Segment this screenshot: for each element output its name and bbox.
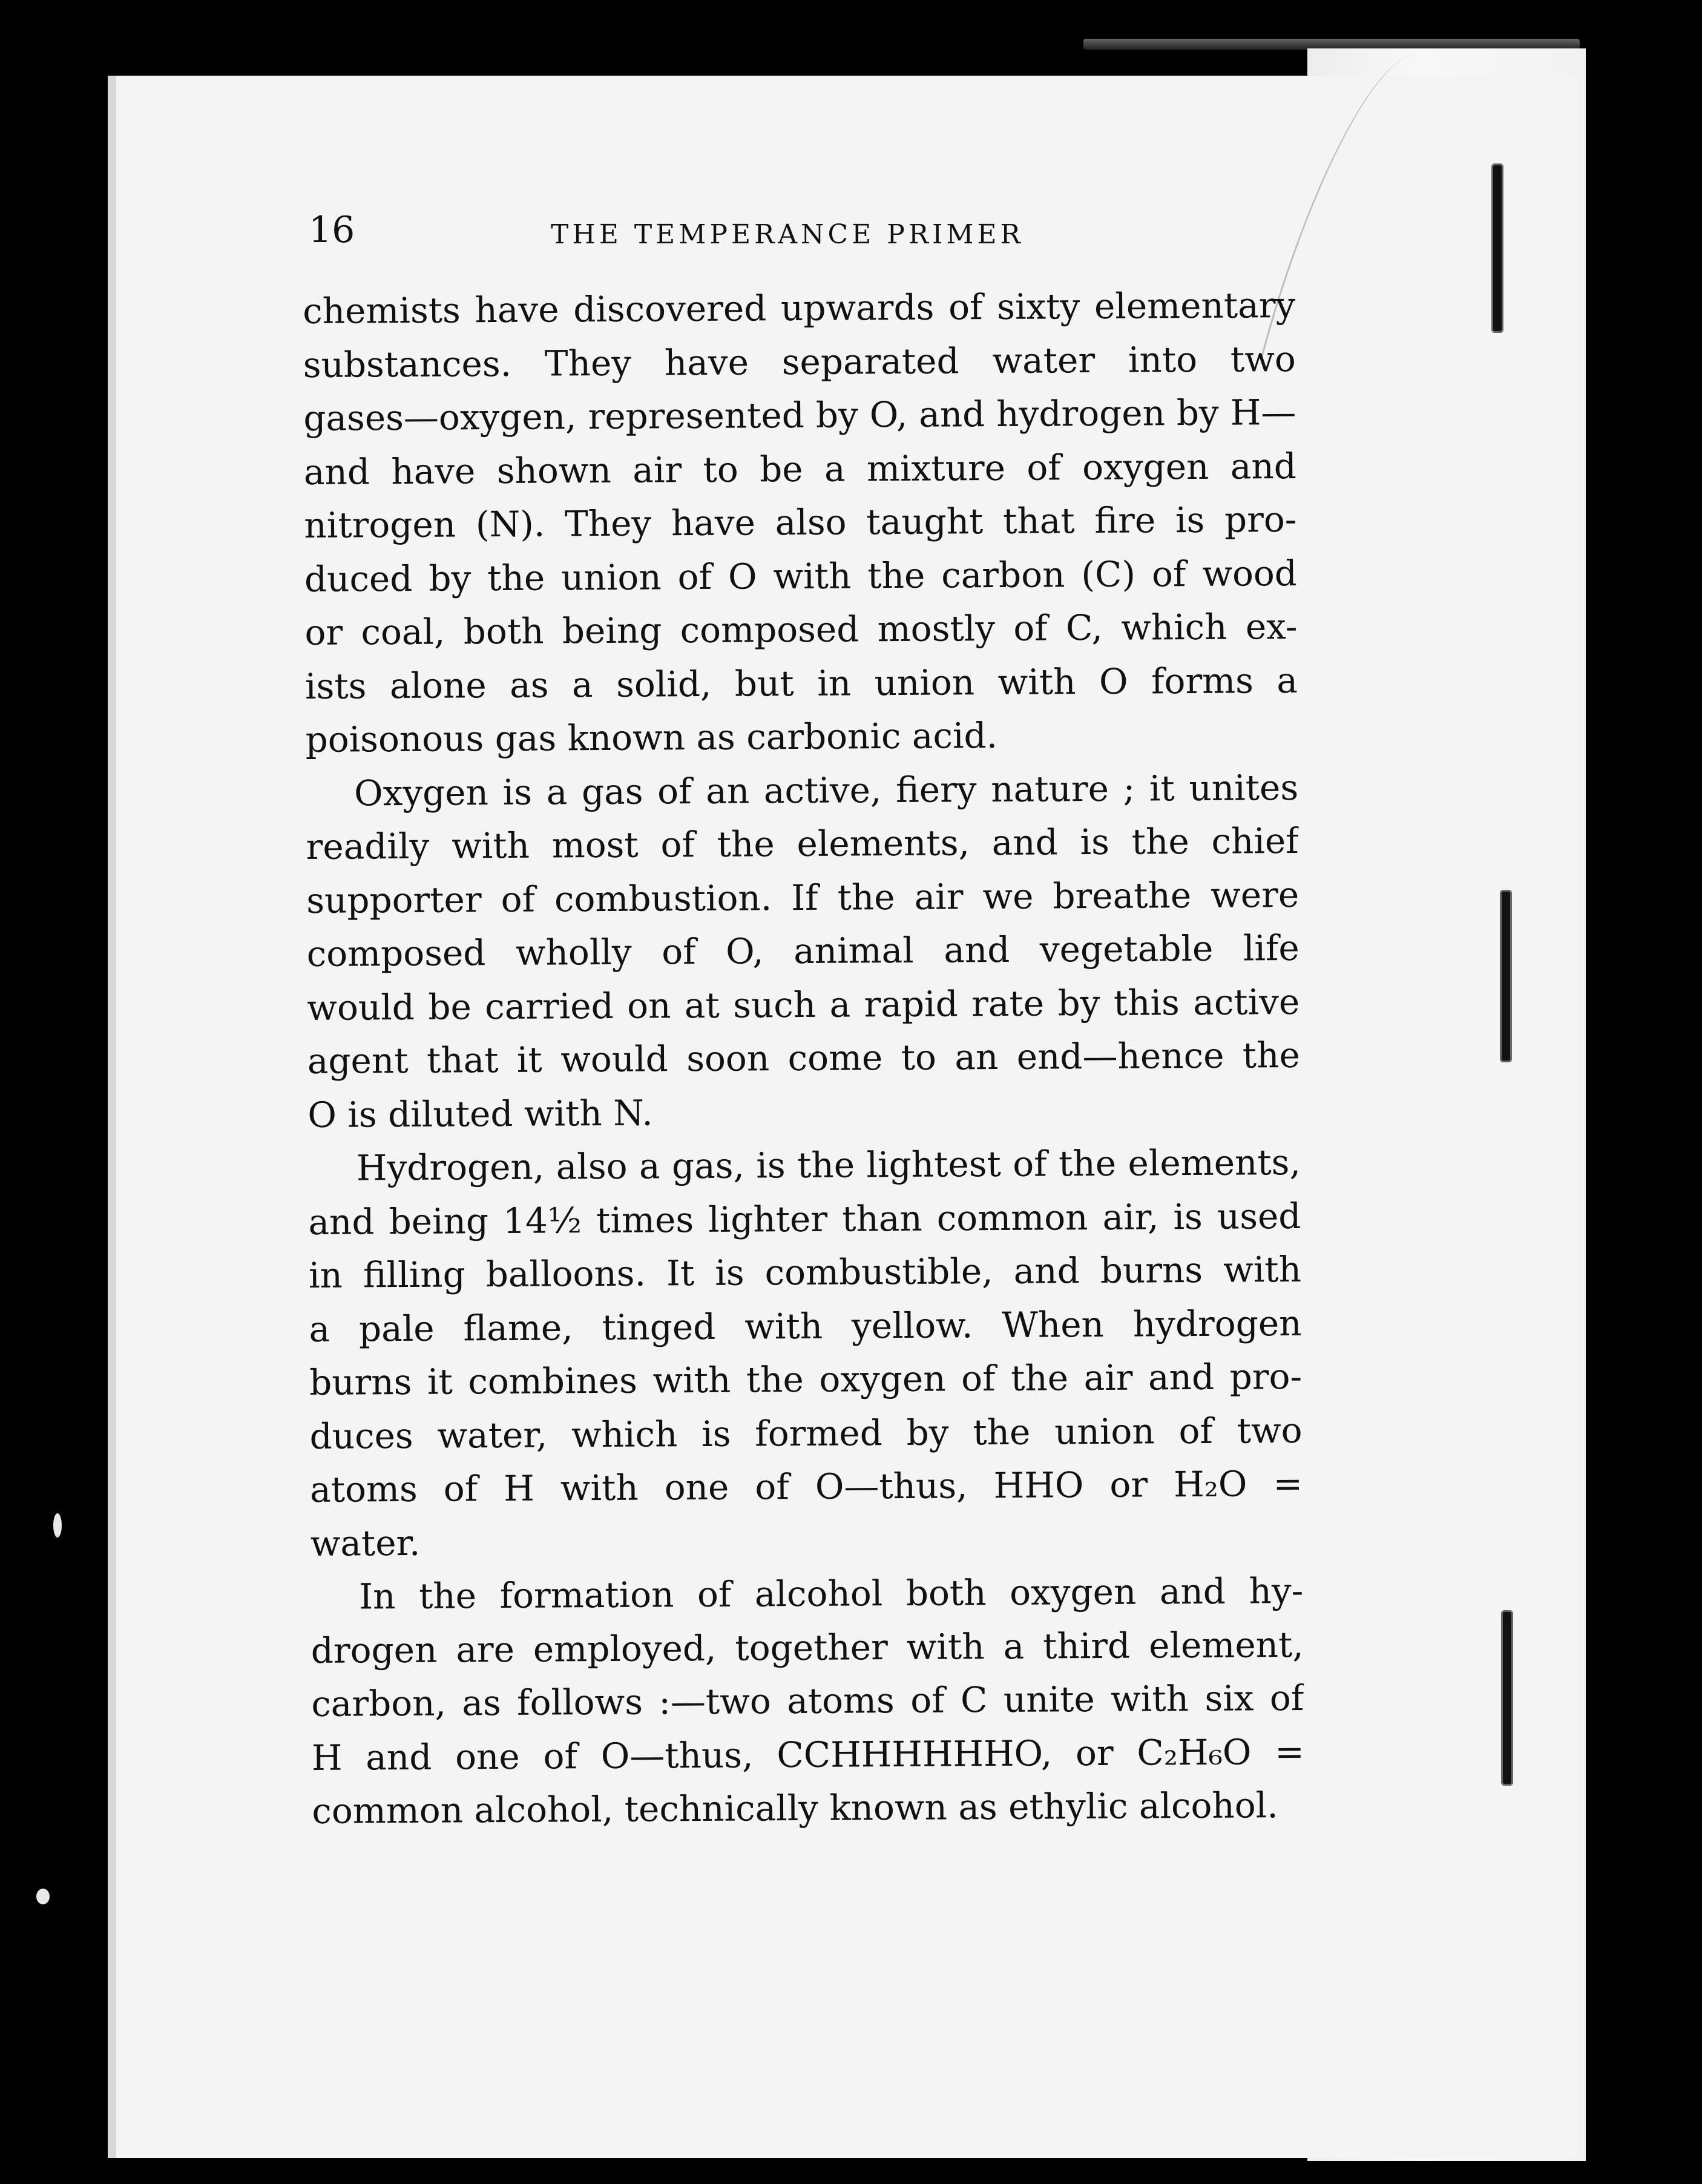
running-head: THE TEMPERANCE PRIMER [551, 219, 1024, 250]
text-line: duces water, which is formed by the union of two [309, 1409, 1303, 1457]
text-line: Oxygen is a gas of an active, fiery nature ; it unites [353, 766, 1299, 814]
text-line: burns it combines with the oxygen of the air and pro- [309, 1355, 1303, 1403]
dust-speck [36, 1889, 50, 1904]
text-line: supporter of combustion. If the air we breathe were [306, 873, 1300, 921]
text-line: drogen are employed, together with a third element, [310, 1623, 1304, 1671]
text-line: atoms of H with one of O—thus, HHO or H₂O = [309, 1462, 1303, 1510]
text-line: H and one of O—thus, CCHHHHHHO, or C₂H₆O = [311, 1731, 1305, 1778]
text-line: composed wholly of O, animal and vegetable life [306, 927, 1300, 975]
text-line: In the formation of alcohol both oxygen and hy- [359, 1570, 1304, 1617]
text-line: substances. They have separated water into two [303, 338, 1296, 386]
body-text [303, 278, 1305, 1858]
text-line: chemists have discovered upwards of sixty elementary [303, 284, 1296, 332]
paragraph [303, 278, 1298, 767]
paragraph [310, 1564, 1305, 1838]
page-header [309, 211, 1338, 259]
text-line: carbon, as follows :—two atoms of C unite with six of [311, 1677, 1304, 1725]
text-line: O is diluted with N. [307, 1091, 653, 1136]
paragraph [308, 1136, 1303, 1570]
text-line: or coal, both being composed mostly of C, which ex- [304, 605, 1298, 653]
text-line: duced by the union of O with the carbon (C) of wood [304, 552, 1298, 600]
text-line: would be carried on at such a rapid rate by this active [307, 981, 1300, 1028]
text-line: agent that it would soon come to an end—hence the [307, 1034, 1301, 1082]
text-line: a pale flame, tinged with yellow. When hydrogen [309, 1302, 1302, 1350]
dust-speck [53, 1513, 62, 1538]
text-line: readily with most of the elements, and is the chief [306, 820, 1299, 867]
text-line: ists alone as a solid, but in union with O forms a [304, 659, 1298, 707]
text-line: gases—oxygen, represented by O, and hydrogen by H— [303, 391, 1296, 439]
binding-staple-top [1491, 163, 1503, 333]
text-line: common alcohol, technically known as ethylic alcohol. [312, 1784, 1278, 1832]
text-line: water. [310, 1522, 421, 1564]
text-line: and being 14½ times lighter than common air, is used [308, 1195, 1301, 1243]
text-line: and have shown air to be a mixture of oxygen and [303, 445, 1297, 493]
text-line: poisonous gas known as carbonic acid. [305, 715, 998, 760]
text-line: nitrogen (N). They have also taught that fire is pro- [304, 498, 1297, 546]
binding-staple-bottom [1501, 1610, 1513, 1786]
text-line: Hydrogen, also a gas, is the lightest of the elements, [356, 1141, 1301, 1189]
paragraph [306, 760, 1301, 1142]
page-number: 16 [309, 209, 355, 251]
binding-staple-middle [1500, 890, 1512, 1062]
text-line: in filling balloons. It is combustible, and burns with [308, 1248, 1302, 1296]
